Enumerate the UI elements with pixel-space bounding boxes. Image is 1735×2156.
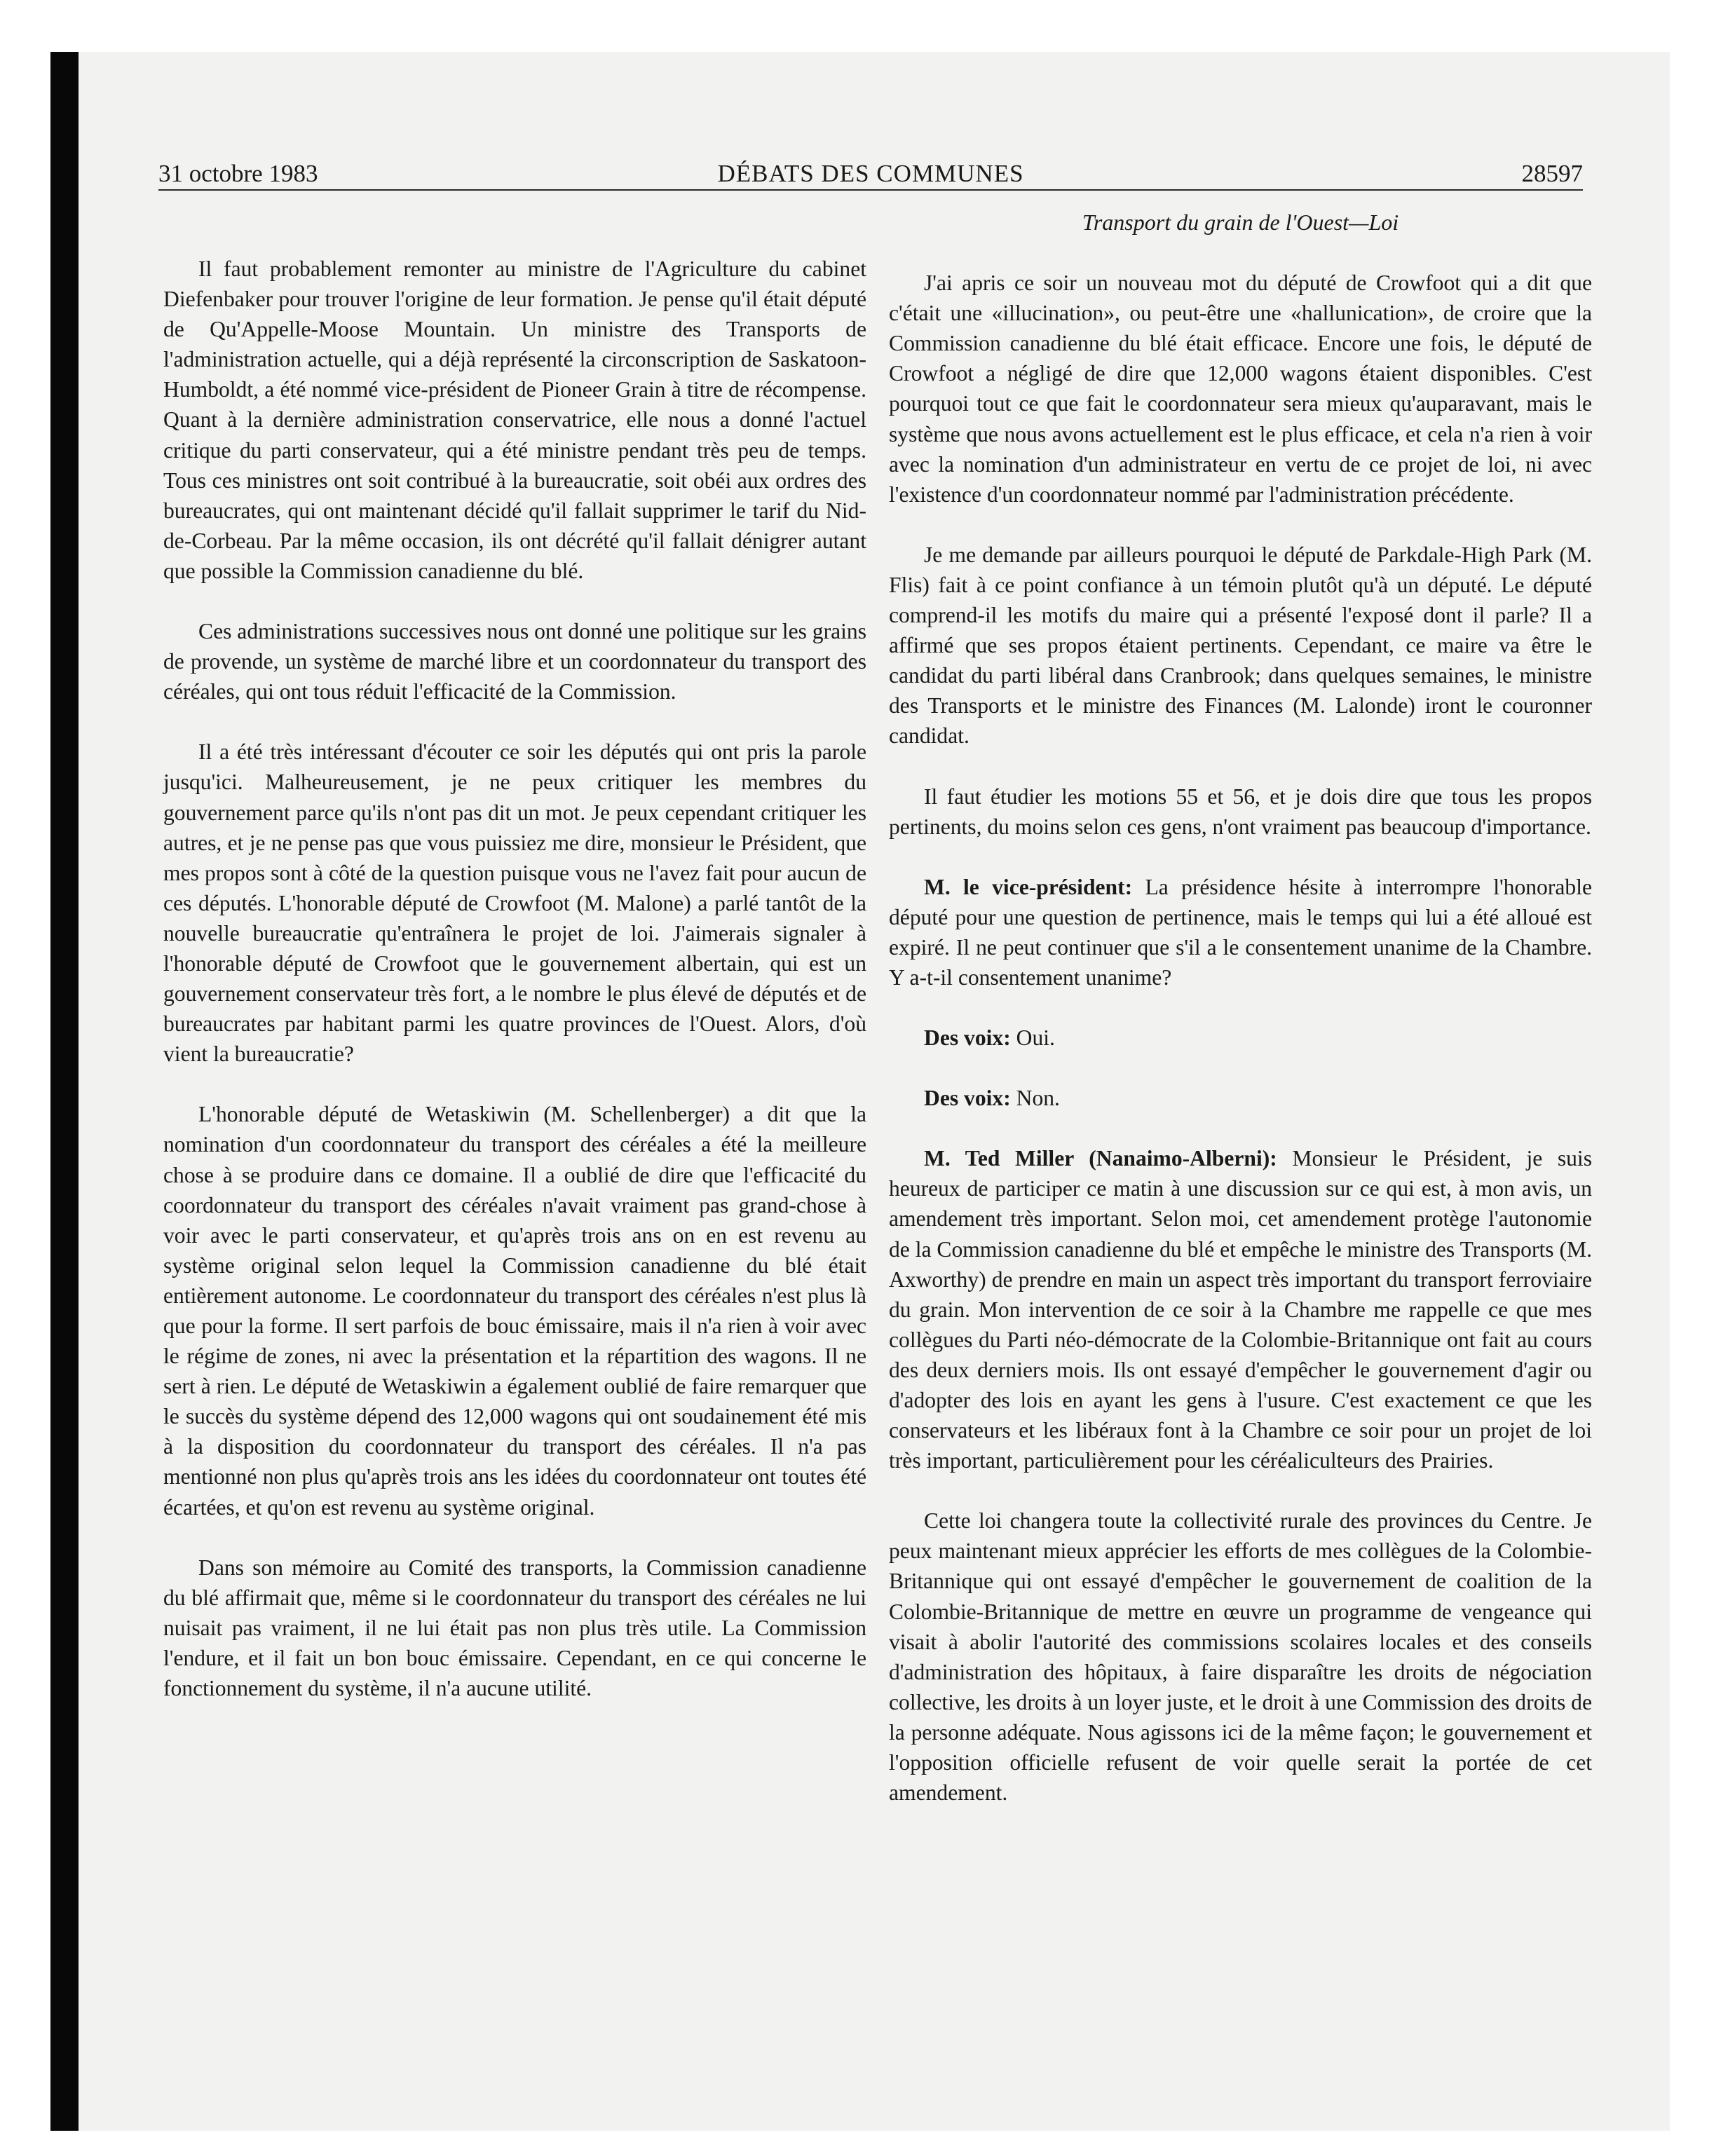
page-header <box>158 156 1583 191</box>
running-head: Transport du grain de l'Ouest—Loi <box>1082 210 1399 235</box>
binding-edge <box>50 52 79 2131</box>
speech-paragraph <box>889 1143 1592 1475</box>
left-column <box>163 254 866 1733</box>
paragraph: Dans son mémoire au Comité des transports, la Commission canadienne du blé affirmait que, même si le coordonnateur du transport des céréales ne lui nuisait pas vraiment, il ne lui était pas non plus très utile. La Commission l'endure, et il fait un bon bouc émissaire. Cependant, en ce qui concerne le fonctionnement du système, il n'a aucune utilité. <box>163 1555 866 1701</box>
header-rule <box>158 189 1583 191</box>
paragraph: Je me demande par ailleurs pourquoi le député de Parkdale-High Park (M. Flis) fait à ce point confiance à un témoin plutôt qu'à un député. Le député comprend-il les motifs du maire qui a présenté l'exposé dont il parle? Il a affirmé que ses propos étaient pertinents. Cependant, ce maire va être le candidat du parti libéral dans Cranbrook; dans quelques semaines, le ministre des Transports et le ministre des Finances (M. Lalonde) iront le couronner candidat. <box>889 542 1592 749</box>
paragraph: Ces administrations successives nous ont donné une politique sur les grains de provende, un système de marché libre et un coordonnateur du transport des céréales, qui ont tous réduit l'efficacité de la Commission. <box>163 619 866 704</box>
speaker-name: M. le vice-président: <box>924 874 1133 899</box>
paragraph: Il a été très intéressant d'écouter ce soir les députés qui ont pris la parole jusqu'ici. Malheureusement, je ne peux critiquer les membres du gouvernement parce qu'ils n'ont pas dit un mot. Je peux cependant critiquer les autres, et je ne pense pas que vous puissiez me dire, monsieur le Président, que mes propos sont à côté de la question puisque vous ne l'avez fait pour aucun de ces députés. L'honorable député de Crowfoot (M. Malone) a parlé tantôt de la nouvelle bureaucratie qu'entraînera le projet de loi. J'aimerais signaler à l'honorable député de Crowfoot que le gouvernement albertain, qui est un gouvernement conservateur très fort, a le nombre le plus élevé de députés et de bureaucrates par habitant parmi les quatre provinces de l'Ouest. Alors, d'où vient la bureaucratie? <box>163 739 866 1067</box>
speech-text: Non. <box>1010 1086 1060 1111</box>
speech-paragraph <box>889 872 1592 992</box>
speech-text: La présidence hésite à interrompre l'honorable député pour une question de pertinence, mais le temps qui lui a été alloué est expiré. Il ne peut continuer que s'il a le consentement unanime de la Chambre. Y a-t-il consentement unanime? <box>889 874 1592 990</box>
header-date: 31 octobre 1983 <box>158 160 318 187</box>
speech-text: Oui. <box>1010 1025 1055 1051</box>
speaker-name: Des voix: <box>924 1086 1011 1111</box>
paragraph: J'ai apris ce soir un nouveau mot du député de Crowfoot qui a dit que c'était une «illucination», ou peut-être une «hallunication», de croire que la Commission canadienne du blé était efficace. Encore une fois, le député de Crowfoot a négligé de dire que 12,000 wagons étaient disponibles. C'est pourquoi tout ce que fait le coordonnateur sera mieux qu'auparavant, mais le système que nous avons actuellement est le plus efficace, et cela n'a rien à voir avec la nomination d'un administrateur en vertu de ce projet de loi, ni avec l'existence d'un coordonnateur nommé par l'administration précédente. <box>889 271 1592 507</box>
speech-paragraph <box>889 1083 1592 1113</box>
speaker-name: Des voix: <box>924 1025 1011 1051</box>
paragraph: Cette loi changera toute la collectivité rurale des provinces du Centre. Je peux maintenant mieux apprécier les efforts de mes collègues de la Colombie-Britannique qui ont essayé d'empêcher le gouvernement de coalition de la Colombie-Britannique de mettre en œuvre un programme de vengeance qui visait à abolir l'autorité des commissions scolaires locales et des conseils d'administration des hôpitaux, à faire disparaître les droits de négociation collective, les droits à un loyer juste, et le droit à une Commission des droits de la personne adéquate. Nous agissons ici de la même façon; le gouvernement et l'opposition officielle refusent de voir quelle serait la portée de cet amendement. <box>889 1508 1592 1806</box>
speech-paragraph <box>889 1023 1592 1053</box>
paragraph: Il faut étudier les motions 55 et 56, et je dois dire que tous les propos pertinents, du moins selon ces gens, n'ont vraiment pas beaucoup d'importance. <box>889 784 1592 839</box>
publication-title: DÉBATS DES COMMUNES <box>717 160 1024 187</box>
page-number: 28597 <box>1521 160 1583 187</box>
speaker-name: M. Ted Miller (Nanaimo-Alberni): <box>924 1146 1277 1171</box>
paragraph: L'honorable député de Wetaskiwin (M. Schellenberger) a dit que la nomination d'un coordonnateur du transport des céréales a été la meilleure chose à se produire dans ce domaine. Il a oublié de dire que l'efficacité du coordonnateur du transport des céréales n'avait vraiment pas grand-chose à voir avec le parti conservateur, et qu'après trois ans on en est revenu au système original selon lequel la Commission canadienne du blé était entièrement autonome. Le coordonnateur du transport des céréales n'est plus là que pour la forme. Il sert parfois de bouc émissaire, mais il n'a rien à voir avec le régime de zones, ni avec la présentation et la répartition des wagons. Il ne sert à rien. Le député de Wetaskiwin a également oublié de faire remarquer que le succès du système dépend des 12,000 wagons qui ont soudainement été mis à la disposition du coordonnateur du transport des céréales. Il n'a pas mentionné non plus qu'après trois ans les idées du coordonnateur ont toutes été écartées, et qu'on est revenu au système original. <box>163 1102 866 1520</box>
speech-text: Monsieur le Président, je suis heureux de participer ce matin à une discussion sur ce qui est, à mon avis, un amendement très important. Selon moi, cet amendement protège l'autonomie de la Commission canadienne du blé et empêche le ministre des Transports (M. Axworthy) de prendre en main un aspect très important du transport ferroviaire du grain. Mon intervention de ce soir à la Chambre me rappelle ce que mes collègues du Parti néo-démocrate de la Colombie-Britannique ont fait au cours des deux derniers mois. Ils ont essayé d'empêcher le gouvernement d'agir ou d'adopter des lois en ayant les gens à l'usure. C'est exactement ce que les conservateurs et les libéraux font à la Chambre ce soir pour un projet de loi très important, particulièrement pour les céréaliculteurs des Prairies. <box>889 1146 1592 1473</box>
paragraph: Il faut probablement remonter au ministre de l'Agriculture du cabinet Diefenbaker pour trouver l'origine de leur formation. Je pense qu'il était député de Qu'Appelle-Moose Mountain. Un ministre des Transports de l'administration actuelle, qui a déjà représenté la circonscription de Saskatoon-Humboldt, a été nommé vice-président de Pioneer Grain à titre de récompense. Quant à la dernière administration conservatrice, elle nous a donné l'actuel critique du parti conservateur, qui a été ministre pendant très peu de temps. Tous ces ministres ont soit contribué à la bureaucratie, soit obéi aux ordres des bureaucrates, qui ont maintenant décidé qu'il fallait supprimer le tarif du Nid-de-Corbeau. Par la même occasion, ils ont décrété qu'il fallait dénigrer autant que possible la Commission canadienne du blé. <box>163 257 866 583</box>
right-column <box>889 207 1592 1838</box>
